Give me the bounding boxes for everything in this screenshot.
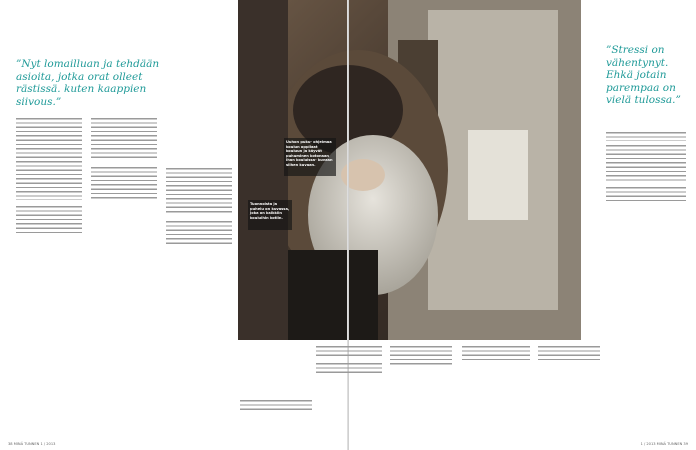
footer-left: 38 MINÄ TUNNEN 1 / 2013 (8, 442, 56, 446)
pull-quote-right: ”Stressi on vähentynyt. Ehkä jotain parempaa on vielä tulossa.” (606, 44, 681, 106)
right-column-1 (316, 346, 382, 436)
right-column-2 (390, 346, 452, 436)
left-column-2 (91, 118, 157, 434)
right-column-4 (538, 346, 600, 436)
photo-caption-1: Uuhon puku- ohjelmaa koulun oppilaat kouluun ja käyvät puhuminen kotonaan ihan kouluissa- kuvaan siihen kuvaan. (286, 140, 333, 167)
pull-quote-left: ”Nyt lomailluan ja tehdään asioita, jotka orat olleet rästissä. kuten kaappien siivous.” (16, 58, 160, 108)
right-column-3 (606, 132, 686, 434)
left-column-3 (166, 168, 232, 434)
photo-caption-2: Tuonnoista ja puhelu on kuvassa, joka on kaikkiin kouluihin kotiin. (250, 202, 290, 220)
right-column-5 (462, 346, 530, 436)
footer-right: 1 / 2013 MINÄ TUNNEN 39 (640, 442, 688, 446)
left-column-1 (16, 118, 82, 434)
left-column-4 (240, 400, 312, 436)
